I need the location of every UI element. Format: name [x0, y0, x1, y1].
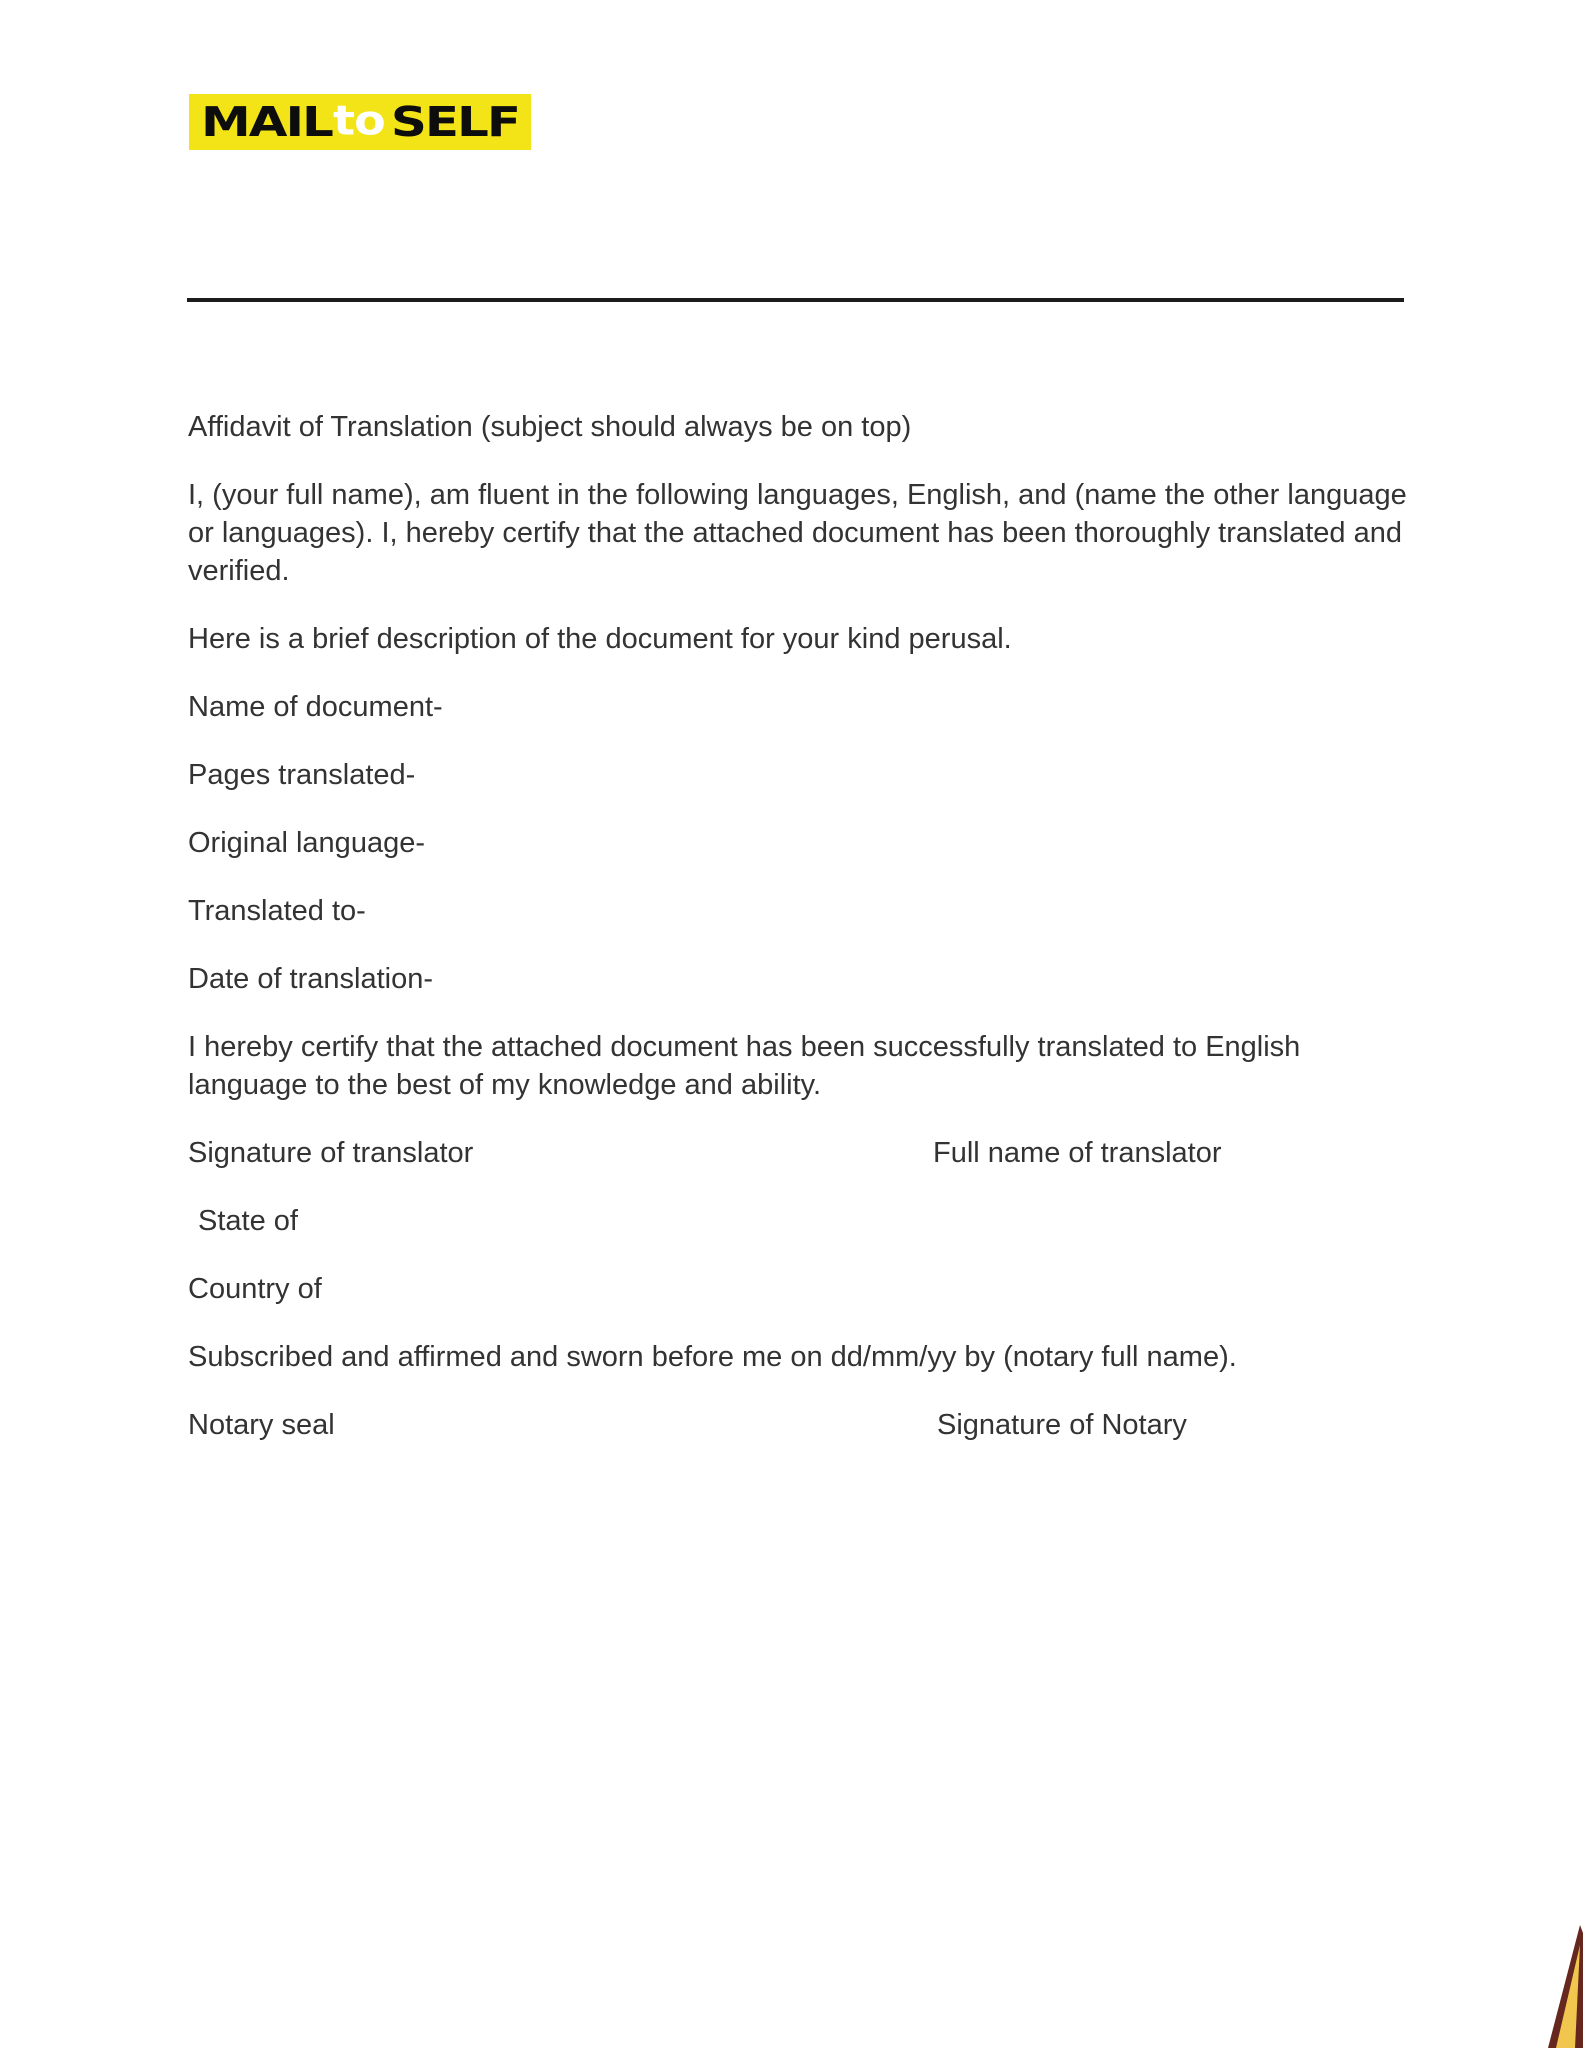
logo-word-to: to: [333, 95, 385, 145]
full-name-of-translator-label: Full name of translator: [933, 1137, 1222, 1169]
letter-body: [188, 408, 1408, 1474]
letter-subject-line: Affidavit of Translation (subject should always be on top): [188, 411, 912, 443]
notary-signature-row: [188, 1406, 1408, 1444]
field-name-of-document: Name of document-: [188, 691, 443, 723]
field-translated-to: Translated to-: [188, 895, 366, 927]
field-date-of-translation: Date of translation-: [188, 963, 434, 995]
description-intro: Here is a brief description of the document for your kind perusal.: [188, 623, 1012, 655]
field-original-language: Original language-: [188, 827, 425, 859]
country-of-line: Country of: [188, 1273, 322, 1305]
certification-statement: I hereby certify that the attached document has been successfully translated to English language to the best of my knowledge and ability.: [188, 1031, 1301, 1101]
fluency-statement: I, (your full name), am fluent in the following languages, English, and (name the other language or languages). I, hereby certify that the attached document has been thoroughly translated and verified.: [188, 479, 1407, 587]
logo-word-self: SELF: [390, 98, 519, 146]
mail-to-self-logo: [189, 94, 531, 150]
signature-of-translator-label: Signature of translator: [188, 1137, 474, 1169]
logo-word-mail: MAIL: [201, 98, 332, 146]
corner-ribbon-decoration: [1523, 1918, 1583, 2048]
field-pages-translated: Pages translated-: [188, 759, 416, 791]
translator-signature-row: [188, 1134, 1408, 1172]
signature-of-notary-label: Signature of Notary: [937, 1409, 1187, 1441]
header-divider-line: [187, 298, 1404, 302]
notary-seal-label: Notary seal: [188, 1409, 335, 1441]
notary-statement: Subscribed and affirmed and sworn before me on dd/mm/yy by (notary full name).: [188, 1341, 1237, 1373]
state-of-line: State of: [198, 1205, 298, 1237]
